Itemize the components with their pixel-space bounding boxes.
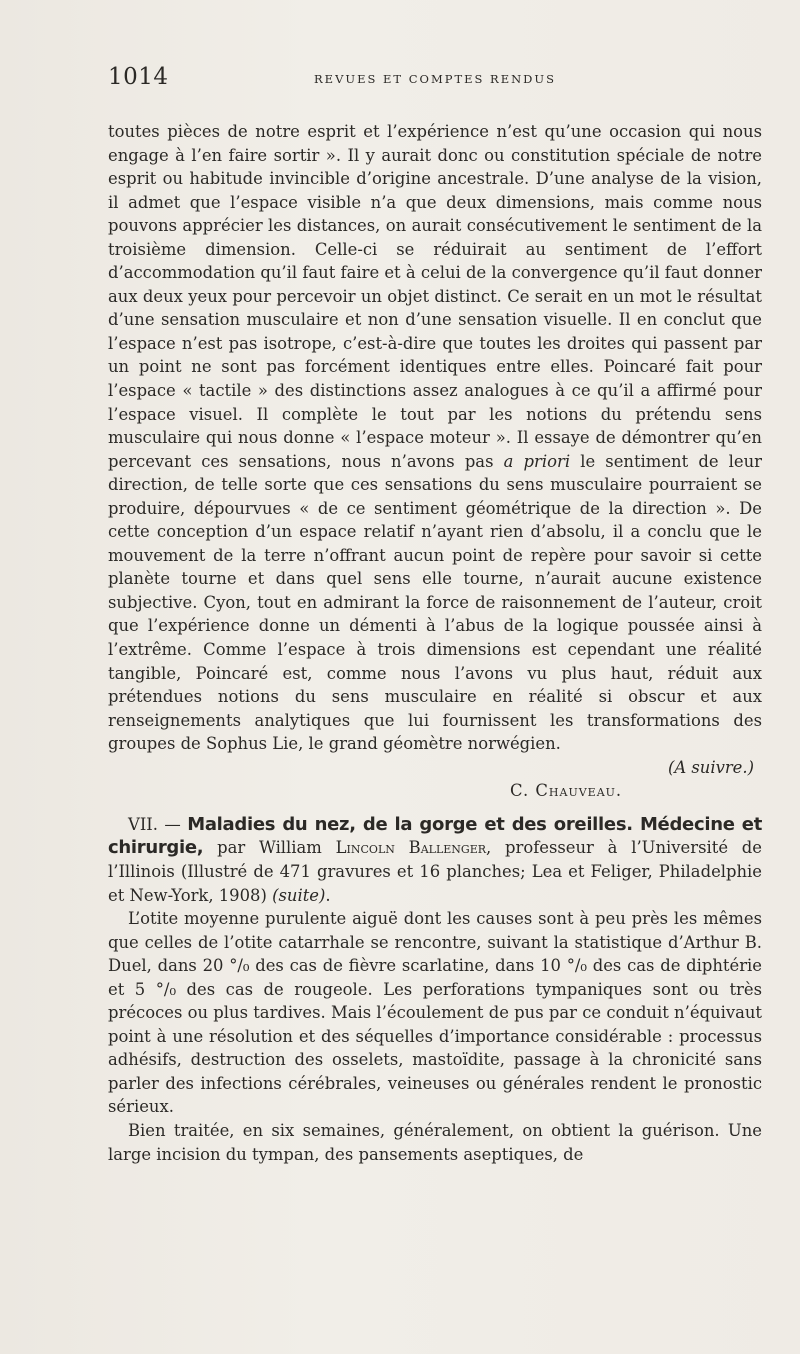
paragraph-chauveau-review [108,120,762,756]
paragraph-treatment: Bien traitée, en six semaines, généralement, on obtient la guérison. Une large incision du tympan, des pansements aseptiques, de [108,1120,762,1164]
paragraph-text-continued: le sentiment de leur direction, de telle sorte que ces sensations du sens musculaire pourraient se produire, dépourvues « de ce sentiment géométrique de la direction ». De cette conception d’un espace relatif n’ayant rien d’absolu, il a conclu que le mouvement de la terre n’offrant aucun point de repère pour savoir si cette planète tourne et dans quel sens elle tourne, n’aurait aucune existence subjective. Cyon, tout en admirant la force de raisonnement de l’auteur, croit que l’expérience donne un démenti à l’abus de la logique poussée ainsi à l’extrême. Comme l’espace à trois dimensions est cependant une réalité tangible, Poincaré est, comme nous l’avons vu plus haut, réduit aux prétendues notions du sens musculaire en réalité si obscur et aux renseignements analytiques que lui fournissent les transformations des groupes de Sophus Lie, le grand géomètre norwégien. [108,451,762,754]
book-publication-info: , professeur à l’Université de l’Illinois (Illustré de 471 gravures et 16 planches; Lea et Feliger, Philadelphie et New-York, 1908) [108,838,763,905]
body-text [108,120,762,1166]
book-page [108,58,762,1166]
page-header [108,58,762,98]
review-signature: C. Chauveau. [510,781,623,801]
section-by: par William [217,838,322,858]
suite-note: (suite) [272,885,326,905]
section-heading-end: . [325,885,331,905]
section-numeral: VII. — [128,814,181,834]
paragraph-text: toutes pièces de notre esprit et l’expérience n’est qu’une occasion qui nous engage à l’en faire sortir ». Il y aurait donc ou constitution spéciale de notre esprit ou habitude invincible d’origine ancestrale. D’une analyse de la vision, il admet que l’espace visible n’a que deux dimensions, mais comme nous pouvons apprécier les distances, on aurait consécutivement le sentiment de la troisième dimension. Celle-ci se réduirait au sentiment de l’effort d’accommodation qu’il faut faire et à celui de la convergence qu’il faut donner aux deux yeux pour percevoir un objet distinct. Ce serait en un mot le résultat d’une sensation musculaire et non d’une sensation visuelle. Il en conclut que l’espace n’est pas isotrope, c’est-à-dire que toutes les droites qui passent par un point ne sont pas forcément identiques entre elles. Poincaré fait pour l’espace « tactile » des distinctions assez analogues à ce qu’il a affirmé pour l’espace visuel. Il complète le tout par les notions du prétendu sens musculaire qui nous donne « l’espace moteur ». Il essaye de démontrer qu’en percevant ces sensations, nous n’avons pas [108,122,762,471]
book-author: Lincoln Ballenger [335,838,487,858]
italic-phrase: a priori [503,451,571,471]
book-title: Maladies du nez, de la gorge et des oreilles. Médecine et chirurgie, [108,813,762,859]
page-number: 1014 [108,64,169,90]
section-heading [108,813,762,907]
running-head: REVUES ET COMPTES RENDUS [314,72,556,86]
to-be-continued-note: (A suivre.) [667,757,754,777]
paragraph-otitis: L’otite moyenne purulente aiguë dont les causes sont à peu près les mêmes que celles de l’otite catarrhale se rencontre, suivant la statistique d’Arthur B. Duel, dans 20 °/₀ des cas de fièvre scarlatine, dans 10 °/₀ des cas de diphtérie et 5 °/₀ des cas de rougeole. Les perforations tympaniques sont ou très précoces ou plus tardives. Mais l’écoulement de pus par ce conduit n’équivaut point à une résolution et des séquelles d’importance considérable : processus adhésifs, destruction des osselets, mastoïdite, passage à la chronicité sans parler des infections cérébrales, veineuses ou générales rendent le pronostic sérieux. [108,909,762,1117]
